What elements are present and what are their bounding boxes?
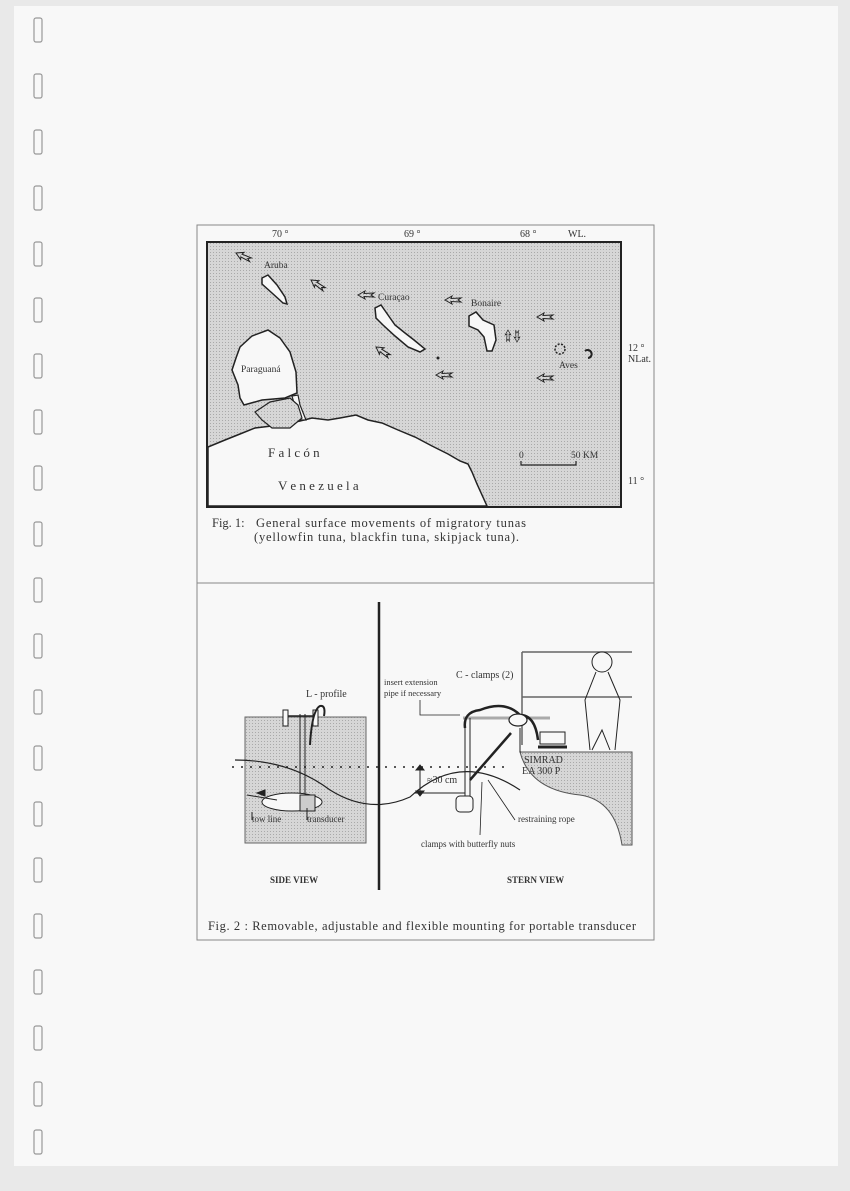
label-stern-view: STERN VIEW	[507, 875, 565, 885]
label-insert-1: insert extension	[384, 677, 438, 687]
fig2-caption: Fig. 2 : Removable, adjustable and flexible mounting for portable transducer	[208, 919, 636, 933]
label-depth: ≈30 cm	[427, 775, 458, 786]
label-c-clamps: C - clamps (2)	[456, 670, 514, 681]
label-clamps-butterfly: clamps with butterfly nuts	[421, 839, 516, 849]
lat-12: 12 °	[628, 343, 645, 354]
lon-70: 70 °	[272, 229, 289, 240]
fig1-caption-line2: (yellowfin tuna, blackfin tuna, skipjack tuna).	[254, 530, 519, 544]
label-aves: Aves	[559, 361, 578, 371]
label-tow-line: tow line	[252, 814, 282, 824]
lat-11: 11 °	[628, 476, 645, 487]
label-simrad-1: SIMRAD	[524, 755, 563, 766]
label-aruba: Aruba	[264, 261, 288, 271]
label-venezuela: V e n e z u e l a	[278, 478, 359, 493]
lon-69: 69 °	[404, 229, 421, 240]
label-l-profile: L - profile	[306, 689, 347, 700]
scale-end: 50 KM	[571, 451, 599, 461]
label-insert-2: pipe if necessary	[384, 688, 442, 698]
label-side-view: SIDE VIEW	[270, 875, 319, 885]
label-simrad-2: EA 300 P	[522, 766, 561, 777]
label-paraguana: Paraguaná	[241, 365, 281, 375]
label-restraining-rope: restraining rope	[518, 814, 575, 824]
restraining-rope	[470, 733, 511, 780]
lat-unit: NLat.	[628, 354, 652, 365]
lon-68: 68 °	[520, 229, 537, 240]
fig1-caption-line1: General surface movements of migratory tunas	[256, 516, 526, 530]
lon-unit: WL.	[568, 229, 587, 240]
label-curacao: Curaçao	[378, 293, 410, 303]
label-transducer: transducer	[307, 814, 345, 824]
fig1-caption-label: Fig. 1:	[212, 516, 245, 530]
scale-start: 0	[519, 451, 524, 461]
label-falcon: F a l c ó n	[268, 445, 320, 460]
binding-holes	[34, 18, 42, 1154]
label-bonaire: Bonaire	[471, 299, 502, 309]
